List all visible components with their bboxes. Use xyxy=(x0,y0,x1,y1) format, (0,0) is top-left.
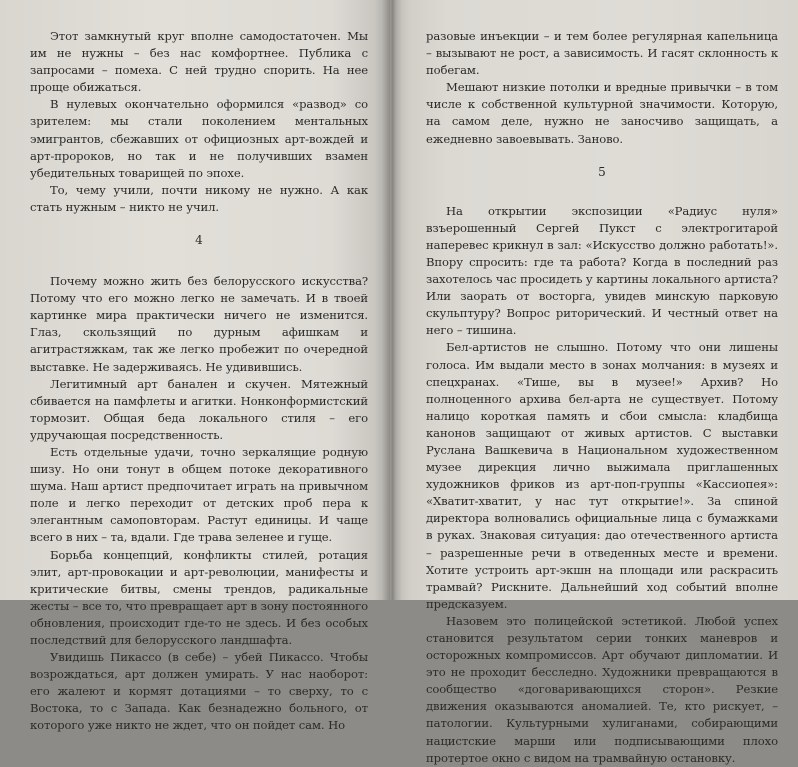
left-page-top-text xyxy=(30,28,368,216)
left-page xyxy=(0,0,390,733)
left-page-bottom-text xyxy=(30,273,368,735)
paragraph: На открытии экспозиции «Радиус нуля» взъерошенный Сергей Пукст с электрогитарой наперевес крикнул в зал: «Искусство должно работать!». Впору спросить: где та работа? Когда в последний раз захотелось час просидеть у картины локального артиста? Или заорать от восторга, увидев минскую парковую скульптуру? Вопрос риторический. И честный ответ на него – тишина. xyxy=(426,203,778,338)
paragraph: То, чему учили, почти никому не нужно. А как стать нужным – никто не учил. xyxy=(30,182,368,214)
right-page xyxy=(390,0,798,765)
paragraph: Назовем это полицейской эстетикой. Любой успех становится результатом серии тонких маневров и осторожных компромиссов. Арт обучают дипломатии. И это не проходит бесследно. Художники превращаются в сообщество «договаривающихся сторон». Резкие движения оказываются аномалией. Те, кто рискует, – патологии. Культурными хулиганами, собирающими нацистские марши или подписывающими плохо протертое окно с видом на трамвайную остановку. xyxy=(426,613,778,765)
paragraph: Бел-артистов не слышно. Потому что они лишены голоса. Им выдали место в зонах молчания: в музеях и спецхранах. «Тише, вы в музее!» Архив? Но полноценного архива бел-арта не существует. Потому налицо короткая память и сбои смысла: кладбища канонов защищают от живых артистов. С выставки Руслана Вашкевича в Национальном художественном музее дирекция лично выжимала приглашенных художников фриков из арт-поп-группы «Кассиопея»: «Хватит-хватит, у нас тут открытие!». За спиной директора волновались официальные лица с бумажками в руках. Знаковая ситуация: дао отечественного артиста – разрешенные речи в отведенных месте и времени. Хотите устроить арт-экшн на площади или раскрасить трамвай? Рискните. Дальнейший ход событий вполне предсказуем. xyxy=(426,340,778,611)
paragraph: Мешают низкие потолки и вредные привычки – в том числе к собственной культурной значимости. Которую, на самом деле, нужно не заносчиво защищать, а ежедневно завоевывать. Заново. xyxy=(426,80,778,146)
section-number-4: 4 xyxy=(195,233,203,248)
paragraph: Легитимный арт банален и скучен. Мятежный сбивается на памфлеты и агитки. Нонконформистский тормозит. Общая беда локального стиля – его удручающая посредственность. xyxy=(30,376,368,442)
paragraph: разовые инъекции – и тем более регулярная капельница – вызывают не рост, а зависимость. И гасят склонность к побегам. xyxy=(426,29,778,78)
paragraph: Есть отдельные удачи, точно зеркалящие родную шизу. Но они тонут в общем потоке декоративного шума. Наш артист предпочитает играть на привычном поле и легко переходит от детских проб пера к элегантным самоповторам. Растут единицы. И чаще всего в них – та, вдали. Где трава зеленее и гуще. xyxy=(30,444,368,545)
paragraph: Увидишь Пикассо (в себе) – убей Пикассо. Чтобы возрождаться, арт должен умирать. У нас наоборот: его жалеют и кормят дотациями – то сверху, то с Востока, то с Запада. Как безнадежно больного, от которого уже никто не ждет, что он пойдет сам. Но xyxy=(30,650,368,733)
section-number-5: 5 xyxy=(598,164,606,179)
paragraph: Этот замкнутый круг вполне самодостаточен. Мы им не нужны – без нас комфортнее. Публика с запросами – помеха. С ней трудно спорить. На нее проще обижаться. xyxy=(30,29,368,95)
paragraph: Почему можно жить без белорусского искусства? Потому что его можно легко не замечать. И в твоей картинке мира практически ничего не изменится. Глаз, скользящий по дурным афишкам и агитрастяжкам, так же легко пробежит по очередной выставке. Не задерживаясь. Не удивившись. xyxy=(30,274,368,374)
right-page-top-text xyxy=(426,28,778,148)
paragraph: Борьба концепций, конфликты стилей, ротация элит, арт-провокации и арт-революции, манифесты и критические битвы, смены трендов, радикальные жесты – все то, что превращает арт в зону постоянного обновления, происходит где-то не здесь. И без особых последствий для белорусского ландшафта. xyxy=(30,547,368,647)
right-page-bottom-text xyxy=(426,203,778,767)
paragraph: В нулевых окончательно оформился «развод» со зрителем: мы стали поколением ментальных эмигрантов, сбежавших от официозных арт-вождей и арт-пророков, но так и не получивших взамен убедительных товарищей по эпохе. xyxy=(30,97,368,180)
